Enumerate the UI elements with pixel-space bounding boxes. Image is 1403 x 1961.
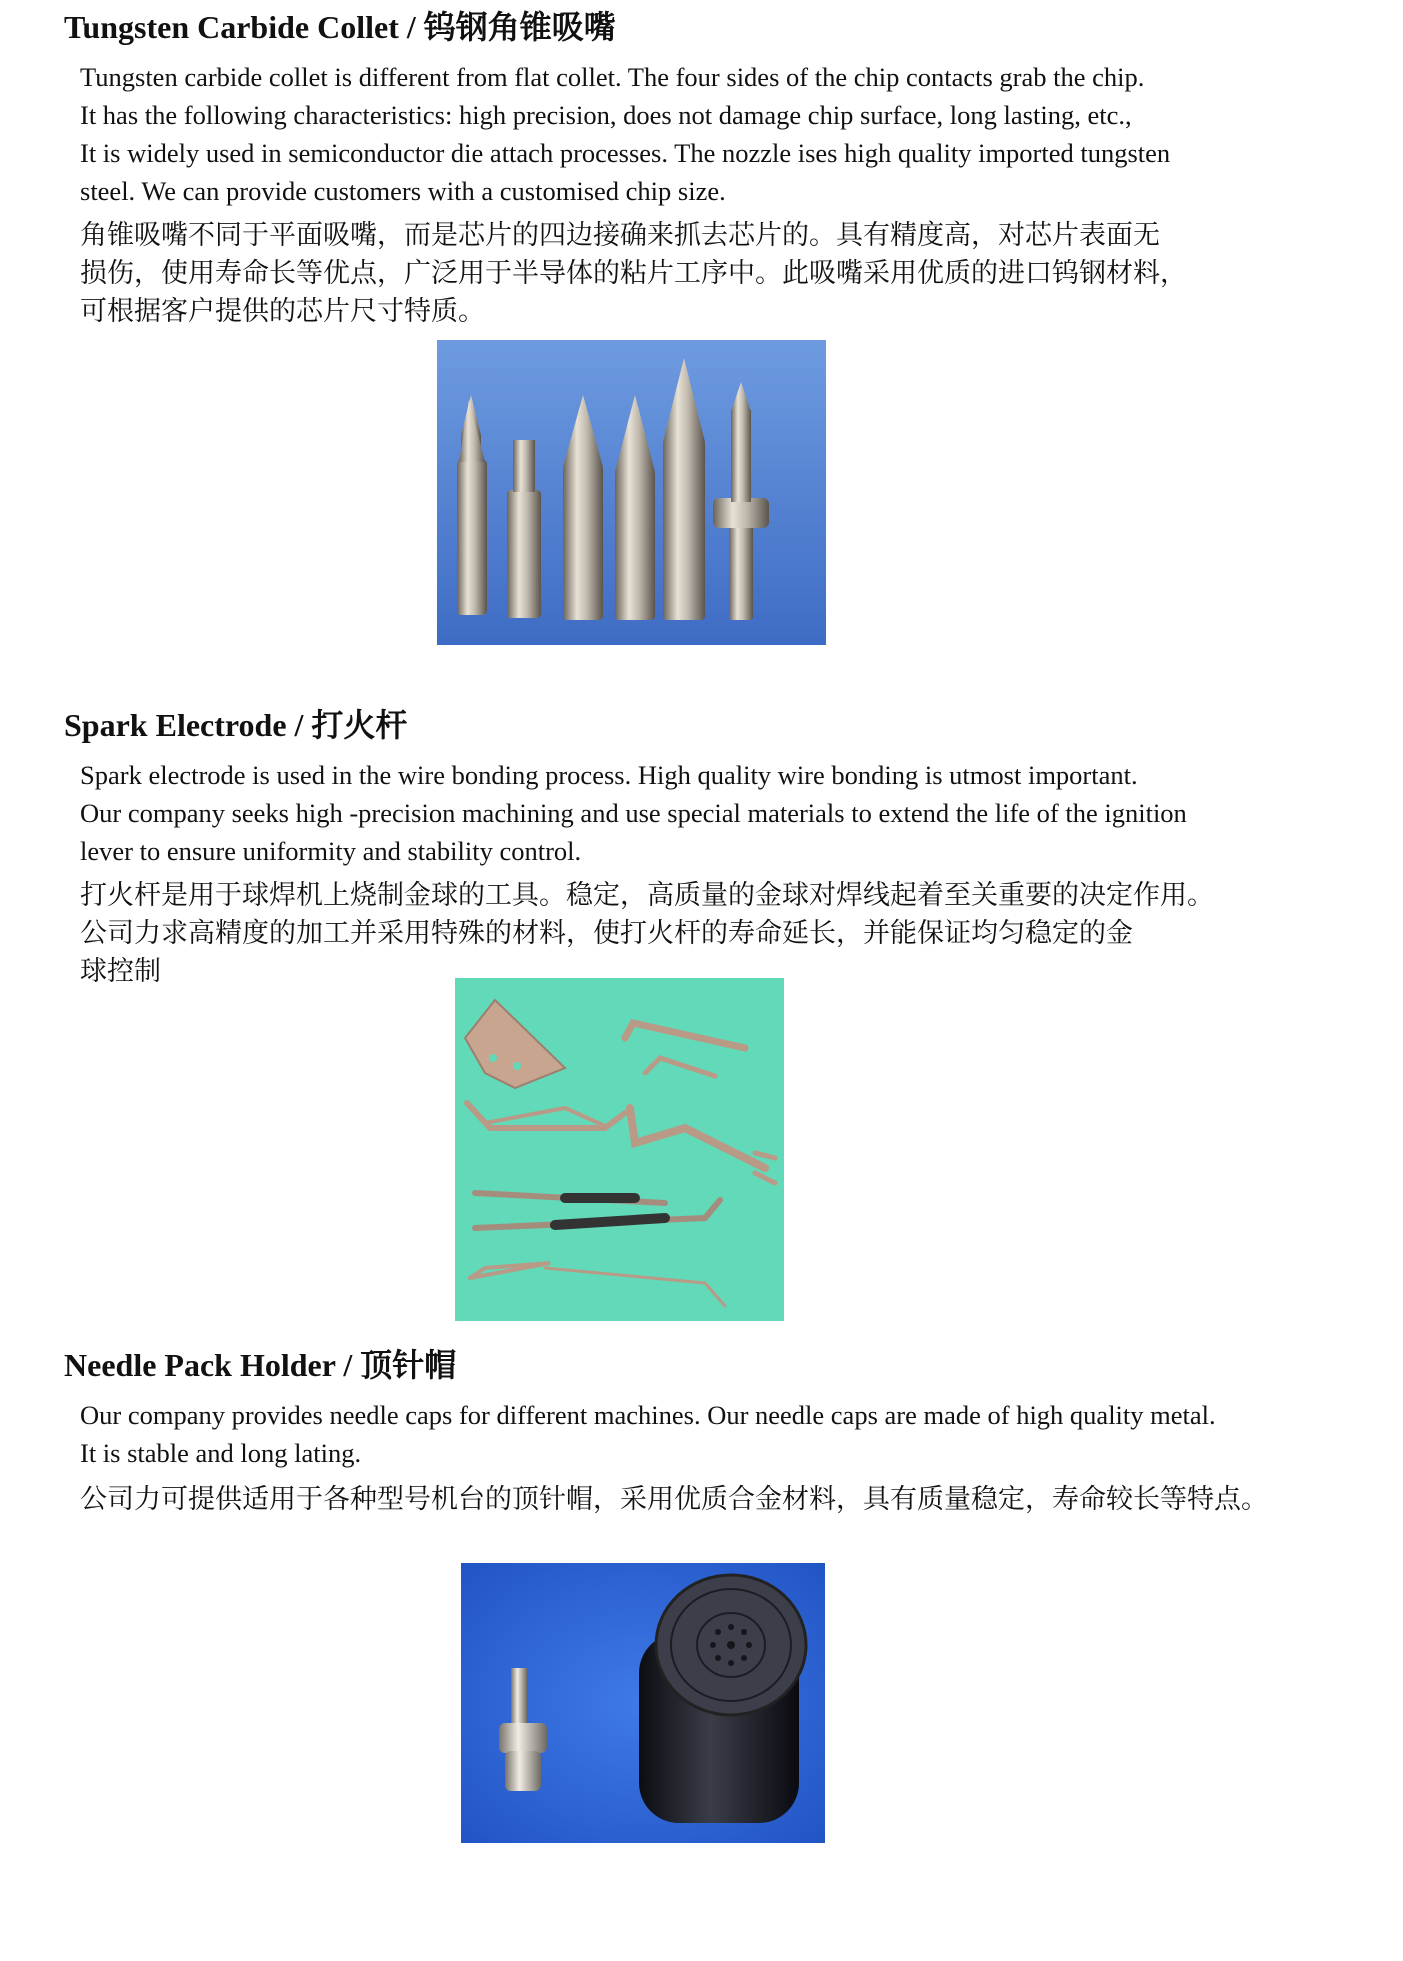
chinese-description xyxy=(80,216,1380,330)
chinese-description xyxy=(80,876,1380,990)
needle-cap-photo xyxy=(461,1563,825,1843)
english-description xyxy=(80,1396,1380,1472)
text-line: 角锥吸嘴不同于平面吸嘴，而是芯片的四边接确来抓去芯片的。具有精度高，对芯片表面无 xyxy=(80,220,1160,250)
electrode-illustration xyxy=(455,978,784,1321)
text-line: 公司力求高精度的加工并采用特殊的材料，使打火杆的寿命延长，并能保证均匀稳定的金 xyxy=(80,918,1133,948)
section-title: Spark Electrode / 打火杆 xyxy=(64,707,408,743)
text-line: Tungsten carbide collet is different from flat collet. The four sides of the chip contacts grab the chip. xyxy=(80,62,1145,92)
text-line: 打火杆是用于球焊机上烧制金球的工具。稳定，高质量的金球对焊线起着至关重要的决定作用。 xyxy=(80,880,1214,910)
tungsten-collet-photo xyxy=(437,340,826,645)
text-line: steel. We can provide customers with a customised chip size. xyxy=(80,176,726,206)
text-line: Our company seeks high -precision machining and use special materials to extend the life of the ignition xyxy=(80,798,1187,828)
english-description xyxy=(80,756,1380,870)
text-line: 损伤，使用寿命长等优点，广泛用于半导体的粘片工序中。此吸嘴采用优质的进口钨钢材料， xyxy=(80,258,1187,288)
spark-electrode-photo xyxy=(455,978,784,1321)
text-line: It is stable and long lating. xyxy=(80,1438,362,1468)
text-line: It is widely used in semiconductor die attach processes. The nozzle ises high quality imported tungsten xyxy=(80,138,1171,168)
text-line: lever to ensure uniformity and stability control. xyxy=(80,836,582,866)
text-line: Spark electrode is used in the wire bonding process. High quality wire bonding is utmost important. xyxy=(80,760,1138,790)
english-description xyxy=(80,58,1380,210)
text-line: 可根据客户提供的芯片尺寸特质。 xyxy=(80,296,485,326)
section-title: Tungsten Carbide Collet / 钨钢角锥吸嘴 xyxy=(64,9,616,45)
needle-cap-illustration xyxy=(461,1563,825,1843)
text-line: 球控制 xyxy=(80,956,161,986)
section-title: Needle Pack Holder / 顶针帽 xyxy=(64,1347,457,1383)
text-line: It has the following characteristics: high precision, does not damage chip surface, long lasting, etc., xyxy=(80,100,1132,130)
text-line: Our company provides needle caps for different machines. Our needle caps are made of high quality metal. xyxy=(80,1400,1216,1430)
chinese-description xyxy=(80,1480,1380,1518)
text-line: 公司力可提供适用于各种型号机台的顶针帽，采用优质合金材料，具有质量稳定，寿命较长等特点。 xyxy=(80,1484,1268,1514)
collet-illustration xyxy=(437,340,826,645)
